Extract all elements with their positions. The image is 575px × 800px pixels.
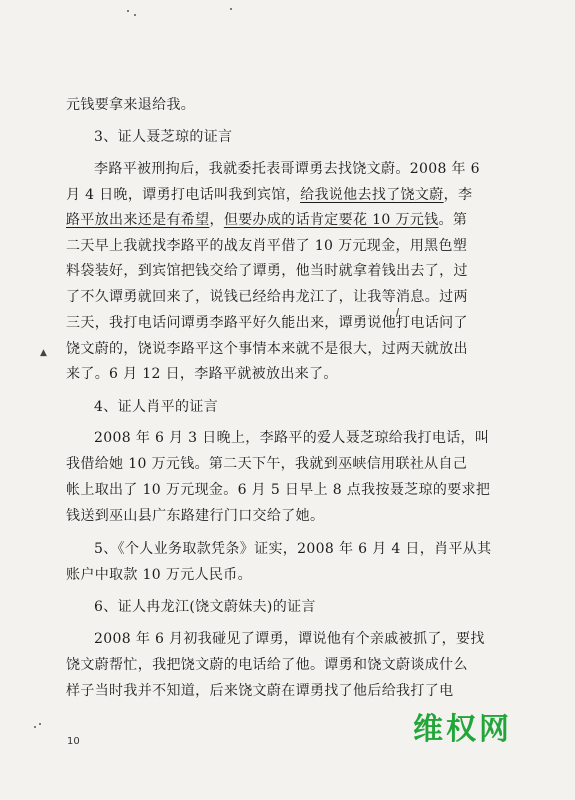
- text-line: 我借给她 10 万元钱。第二天下午，我就到巫峡信用联社从自己: [66, 456, 468, 472]
- text-line: 样子当时我并不知道，后来饶文蔚在谭勇找了他后给我打了电: [66, 683, 454, 699]
- text-line: 来了。6 月 12 日，李路平就被放出来了。: [66, 366, 338, 382]
- underlined-text: 给我说他去找了饶文蔚: [300, 187, 444, 203]
- scan-speck: [134, 14, 136, 16]
- scan-speck: [230, 8, 232, 10]
- underlined-text: 但要办成的话肯定要花 10 万元钱: [223, 212, 439, 228]
- text-line: 三天，我打电话问谭勇李路平好久能出来，谭勇说他打电话问了: [66, 315, 468, 331]
- text-line: [66, 211, 467, 229]
- text-segment: 。第: [438, 212, 468, 228]
- scan-speck: [34, 726, 36, 728]
- section-heading-5: 5、《个人业务取款凭条》证实，2008 年 6 月 4 日，肖平从其: [94, 541, 492, 557]
- text-segment: ，李: [443, 187, 473, 203]
- text-line: 饶文蔚帮忙，我把饶文蔚的电话给了他。谭勇和饶文蔚谈成什么: [66, 657, 468, 673]
- watermark-logo: 维权网: [413, 712, 512, 747]
- underlined-text: 路平放出来还是有希望: [66, 212, 210, 228]
- text-line: 帐上取出了 10 万元现金。6 月 5 日早上 8 点我按聂芝琼的要求把: [66, 482, 491, 498]
- section-heading-4: 4、证人肖平的证言: [94, 399, 219, 415]
- text-line: 二天早上我就找李路平的战友肖平借了 10 万元现金，用黑色塑: [66, 238, 468, 254]
- section-heading-3: 3、证人聂芝琼的证言: [94, 129, 233, 145]
- text-line: 料袋装好，到宾馆把钱交给了谭勇，他当时就拿着钱出去了，过: [66, 263, 468, 279]
- text-line: 李路平被刑拘后，我就委托表哥谭勇去找饶文蔚。2008 年 6: [94, 161, 480, 177]
- scan-speck: [127, 10, 129, 12]
- text-line: 了不久谭勇就回来了，说钱已经给冉龙江了，让我等消息。过两: [66, 289, 468, 305]
- text-segment: 月 4 日晚，谭勇打电话叫我到宾馆，: [66, 187, 301, 203]
- text-line: 元钱要拿来退给我。: [66, 97, 196, 113]
- text-line: [66, 186, 472, 204]
- text-segment: ，: [209, 212, 224, 228]
- text-line: 账户中取款 10 万元人民币。: [66, 567, 252, 583]
- margin-mark: ▲: [40, 348, 47, 358]
- text-line: 钱送到巫山县广东路建行门口交给了她。: [66, 508, 325, 524]
- scan-speck: [39, 723, 41, 725]
- text-line: 饶文蔚的，饶说李路平这个事情本来就不是很大，过两天就放出: [66, 341, 468, 357]
- text-line: 2008 年 6 月初我碰见了谭勇，谭说他有个亲戚被抓了，要找: [94, 631, 485, 647]
- text-line: 2008 年 6 月 3 日晚上，李路平的爱人聂芝琼给我打电话，叫: [94, 430, 490, 446]
- section-heading-6: 6、证人冉龙江(饶文蔚妹夫)的证言: [94, 599, 316, 615]
- page-number: 10: [67, 736, 80, 747]
